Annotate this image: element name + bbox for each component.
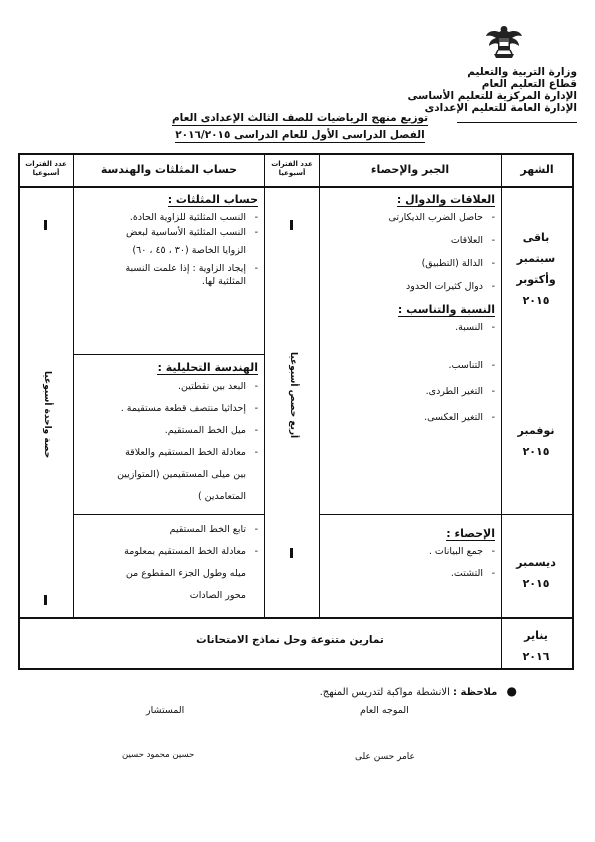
geometry-periods-header: عدد الفترات أسبوعيا [25, 160, 67, 177]
list-item: - النسب المثلثية للزاوية الحادة. [78, 212, 258, 224]
list-item: - إيجاد الزاوية : إذا علمت النسبة [78, 263, 258, 275]
grid-line [18, 617, 574, 619]
list-item: - تابع الخط المستقيم [78, 523, 258, 536]
list-item: - التشتت. [325, 568, 495, 580]
grid-line [73, 153, 74, 617]
egypt-eagle-emblem [484, 22, 524, 64]
geometry-block-2 [78, 362, 258, 512]
vertical-rule [44, 220, 47, 230]
list-item: - التغير العكسى. [325, 412, 495, 424]
list-item: - معادلة الخط المستقيم بمعلومة [78, 545, 258, 558]
list-item: المثلثية لها. [201, 276, 246, 287]
algebra-block-1 [325, 194, 495, 345]
advisor-title: المستشار [146, 705, 185, 716]
geometry-periods-vertical: حصة واحدة أسبوعيا [42, 371, 52, 459]
list-item: - النسب المثلثية الأساسية لبعض [78, 227, 258, 239]
list-item: المتعامدين ) [197, 491, 246, 502]
geometry-block-3 [78, 523, 258, 611]
advisor-name: حسين محمود حسين [122, 750, 195, 760]
list-item: - جمع البيانات . [325, 546, 495, 558]
list-item: الزوايا الخاصة (٣٠ ، ٤٥ ، ٦٠) [132, 245, 246, 256]
list-item: بين ميلى المستقيمين (المتوازيين [117, 469, 246, 480]
general-supervisor-title: الموجه العام [360, 705, 409, 716]
note-line [320, 684, 517, 698]
grid-line [73, 514, 264, 515]
list-item: ميله وطول الجزء المقطوع من [125, 568, 246, 579]
section-heading: النسبة والتناسب : [397, 303, 495, 316]
ministry-line: وزارة التربية والتعليم [467, 66, 577, 78]
geometry-column-header: حساب المثلثات والهندسة [100, 163, 238, 176]
grid-line [73, 354, 264, 355]
list-item: - حاصل الضرب الديكارتى [325, 212, 495, 224]
ministry-line: قطاع التعليم العام [481, 78, 577, 90]
general-supervisor-name: عامر حسن على [355, 752, 415, 762]
ministry-line: الإدارة المركزية للتعليم الأساسى [407, 90, 577, 102]
section-heading: الإحصاء : [446, 527, 495, 540]
month-cell: يناير ٢٠١٦ [522, 629, 550, 663]
list-item: - التغير الطردى. [325, 386, 495, 398]
vertical-rule [290, 220, 293, 230]
document-subtitle: الفصل الدراسى الأول للعام الدراسى ٢٠١٦/٢٠١٥ [175, 129, 425, 141]
vertical-rule [290, 548, 293, 558]
note-label: ملاحظة : [453, 687, 498, 698]
algebra-column-header: الجبر والإحصاء [370, 163, 450, 176]
algebra-block-3 [325, 528, 495, 591]
month-cell: باقى سبتمبر وأكتوبر ٢٠١٥ [516, 231, 556, 307]
vertical-rule [44, 595, 47, 605]
section-heading: العلاقات والدوال : [396, 193, 495, 206]
note-text: الانشطة مواكبة لتدريس المنهج. [319, 687, 450, 698]
month-column-header: الشهر [520, 163, 554, 176]
grid-line [264, 153, 265, 617]
bullet-icon: ● [506, 684, 517, 698]
month-cell: ديسمبر ٢٠١٥ [516, 556, 556, 590]
section-heading: الهندسة التحليلية : [157, 361, 258, 374]
grid-line [18, 186, 574, 188]
grid-line [319, 514, 574, 515]
list-item: - الدالة (التطبيق) [325, 258, 495, 270]
ministry-underline [457, 122, 577, 123]
algebra-periods-header: عدد الفترات أسبوعيا [271, 160, 313, 177]
grid-line [319, 153, 320, 617]
ministry-line: الإدارة العامة للتعليم الإعدادى [424, 102, 577, 114]
algebra-periods-vertical: أربع حصص أسبوعيا [288, 351, 298, 439]
list-item: - العلاقات [325, 235, 495, 247]
list-item: - البعد بين نقطتين. [78, 380, 258, 393]
list-item: - النسبة. [325, 322, 495, 334]
list-item: - إحداثيا منتصف قطعة مستقيمة . [78, 402, 258, 415]
list-item: - التناسب. [325, 360, 495, 372]
geometry-block-1 [78, 194, 258, 294]
document-title: توزيع منهج الرياضيات للصف الثالث الإعدادى العام [171, 112, 429, 124]
list-item: - معادلة الخط المستقيم والعلاقة [78, 446, 258, 459]
section-heading: حساب المثلثات : [167, 193, 258, 206]
month-cell: نوفمبر ٢٠١٥ [517, 424, 555, 458]
exercises-row-text: تمارين متنوعة وحل نماذج الامتحانات [196, 634, 384, 646]
algebra-block-2 [325, 360, 495, 435]
list-item: - ميل الخط المستقيم. [78, 424, 258, 437]
list-item: محور الصادات [189, 590, 246, 601]
list-item: - دوال كثيرات الحدود [325, 281, 495, 293]
